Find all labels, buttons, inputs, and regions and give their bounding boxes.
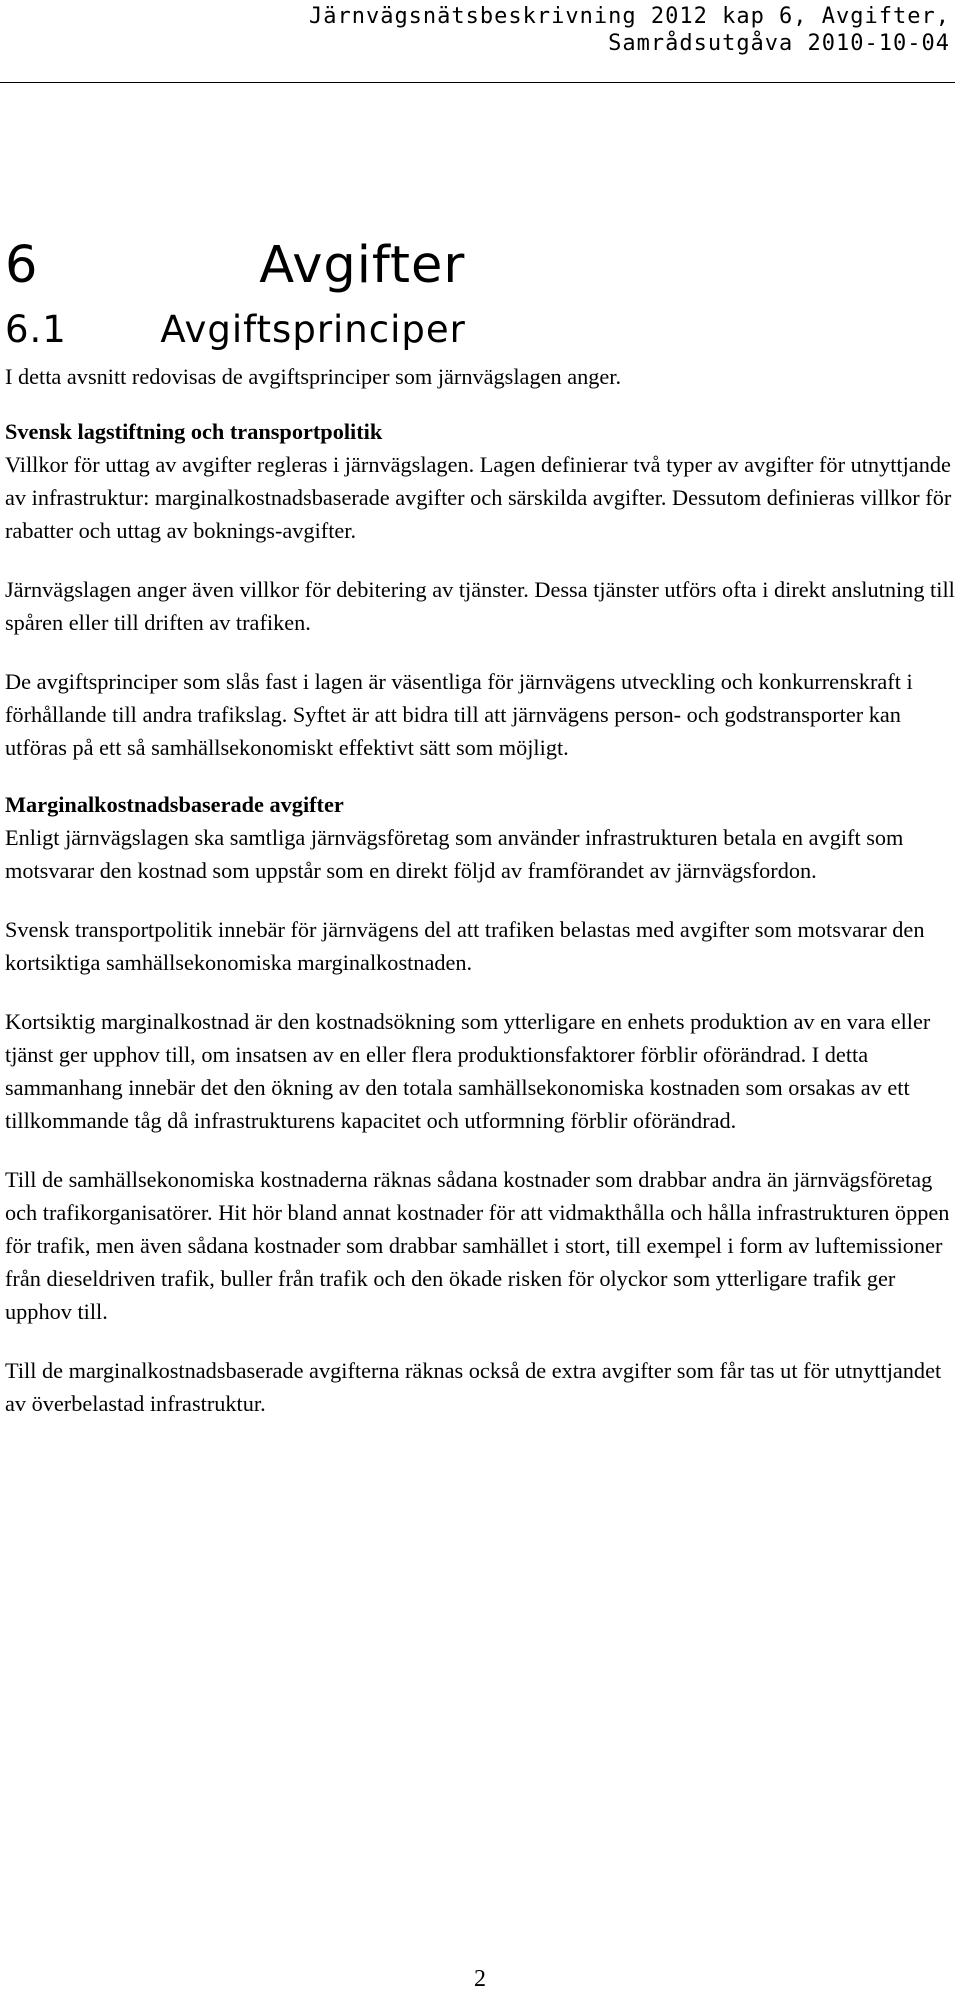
page-header [10,0,950,57]
section-intro: I detta avsnitt redovisas de avgiftsprinciper som järnvägslagen anger. [5,364,622,389]
header-line-2: Samrådsutgåva 2010-10-04 [608,31,950,56]
paragraph: Svensk transportpolitik innebär för järnvägens del att trafiken belastas med avgifter som motsvarar den kortsiktiga samhällsekonomiska marginalkostnaden. [5,917,925,975]
paragraph: Järnvägslagen anger även villkor för debitering av tjänster. Dessa tjänster utförs ofta i direkt anslutning till spåren eller till driften av trafiken. [5,577,955,635]
paragraph: Villkor för uttag av avgifter regleras i järnvägslagen. Lagen definierar två typer av avgifter för utnyttjande av infrastruktur: marginalkostnadsbaserade avgifter och särskilda avgifter. Dessutom definieras villkor för rabatter och uttag av boknings-avgifter. [5,452,952,543]
page-number-text: 2 [474,1966,486,1992]
chapter-title: 6 Avgifter [5,236,466,295]
header-line-1: Järnvägsnätsbeskrivning 2012 kap 6, Avgifter, [308,4,950,29]
body-text [5,360,955,1420]
section-title: 6.1 Avgiftsprinciper [5,308,466,351]
subsection-marginal-cost-fees [5,788,955,1420]
page-number [0,1966,960,1993]
page-content [5,226,955,1446]
subsection-heading: Svensk lagstiftning och transportpolitik [5,419,383,444]
paragraph: Till de samhällsekonomiska kostnaderna räknas sådana kostnader som drabbar andra än järnvägsföretag och trafikorganisatörer. Hit hör bland annat kostnader för att vidmakthålla och hålla infrastrukturen öppen för trafik, men även sådana kostnader som drabbar samhället i stort, till exempel i form av luftemissioner från dieseldriven trafik, buller från trafik och den ökade risken för olyckor som ytterligare trafik ger upphov till. [5,1167,950,1324]
paragraph: Till de marginalkostnadsbaserade avgifterna räknas också de extra avgifter som får tas ut för utnyttjandet av överbelastad infrastruktur. [5,1358,942,1416]
paragraph: De avgiftsprinciper som slås fast i lagen är väsentliga för järnvägens utveckling och konkurrenskraft i förhållande till andra trafikslag. Syftet är att bidra till att järnvägens person- och godstransporter kan utföras på ett så samhällsekonomiskt effektivt sätt som möjligt. [5,669,913,760]
paragraph: Enligt järnvägslagen ska samtliga järnvägsföretag som använder infrastrukturen betala en avgift som motsvarar den kostnad som uppstår som en direkt följd av framförandet av järnvägsfordon. [5,825,904,883]
subsection-transport-policy [5,415,955,764]
subsection-heading: Marginalkostnadsbaserade avgifter [5,792,344,817]
header-divider [0,82,955,83]
paragraph: Kortsiktig marginalkostnad är den kostnadsökning som ytterligare en enhets produktion av en vara eller tjänst ger upphov till, om insatsen av en eller flera produktionsfaktorer förblir oförändrad. I detta sammanhang innebär det den ökning av den totala samhällsekonomiska kostnaden som orsakas av ett tillkommande tåg då infrastrukturens kapacitet och utformning förblir oförändrad. [5,1009,931,1133]
